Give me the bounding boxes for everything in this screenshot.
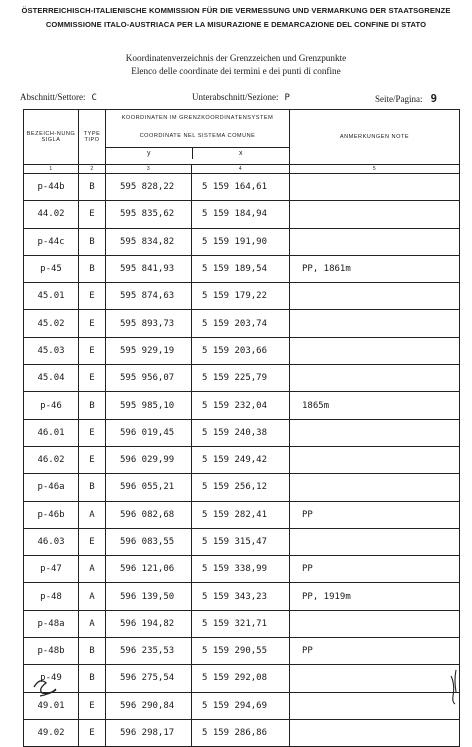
y-coordinate-cell: 596 194,82 — [106, 610, 192, 637]
x-coordinate-cell: 5 159 184,94 — [192, 201, 290, 228]
table-row — [24, 392, 460, 419]
table-row — [24, 692, 460, 719]
designation-cell: 45.02 — [24, 310, 79, 337]
x-coordinate-cell: 5 159 203,74 — [192, 310, 290, 337]
page-field — [375, 92, 437, 105]
table-row — [24, 610, 460, 637]
x-coordinate-cell: 5 159 294,69 — [192, 692, 290, 719]
note-cell — [290, 665, 460, 692]
table-row — [24, 419, 460, 446]
section-value: C — [91, 93, 97, 103]
x-coordinate-cell: 5 159 179,22 — [192, 283, 290, 310]
note-cell — [290, 228, 460, 255]
designation-cell: p-48b — [24, 638, 79, 665]
type-cell: A — [79, 583, 106, 610]
type-cell: E — [79, 337, 106, 364]
designation-cell: 44.02 — [24, 201, 79, 228]
table-row — [24, 365, 460, 392]
y-coordinate-cell: 596 082,68 — [106, 501, 192, 528]
designation-cell: p-47 — [24, 556, 79, 583]
table-row — [24, 310, 460, 337]
column-number: 1 — [24, 165, 79, 174]
table-row — [24, 556, 460, 583]
designation-cell: p-44b — [24, 174, 79, 201]
type-cell: B — [79, 255, 106, 282]
x-coordinate-cell: 5 159 315,47 — [192, 528, 290, 555]
note-cell — [290, 610, 460, 637]
x-coordinate-cell: 5 159 240,38 — [192, 419, 290, 446]
x-coordinate-cell: 5 159 286,86 — [192, 719, 290, 746]
designation-cell: p-46a — [24, 474, 79, 501]
table-body — [24, 174, 460, 747]
table-row — [24, 174, 460, 201]
header-notes: ANMERKUNGEN NOTE — [290, 110, 460, 165]
type-cell: B — [79, 392, 106, 419]
header-coordinates — [106, 110, 290, 165]
note-cell — [290, 337, 460, 364]
y-coordinate-cell: 596 121,06 — [106, 556, 192, 583]
x-coordinate-cell: 5 159 189,54 — [192, 255, 290, 282]
y-coordinate-cell: 596 275,54 — [106, 665, 192, 692]
header-coordinates-italian: COORDINATE NEL SISTEMA COMUNE — [139, 133, 256, 139]
type-cell: E — [79, 528, 106, 555]
x-coordinate-cell: 5 159 249,42 — [192, 446, 290, 473]
document-subtitle-german: Koordinatenverzeichnis der Grenzzeichen und Grenzpunkte — [125, 53, 347, 63]
note-cell: PP — [290, 556, 460, 583]
header-y: y — [106, 148, 193, 159]
subsection-field — [192, 92, 290, 103]
note-cell: PP, 1919m — [290, 583, 460, 610]
table-row — [24, 501, 460, 528]
note-cell — [290, 474, 460, 501]
table-row — [24, 337, 460, 364]
type-cell: E — [79, 692, 106, 719]
type-cell: A — [79, 556, 106, 583]
type-cell: E — [79, 310, 106, 337]
y-coordinate-cell: 595 874,63 — [106, 283, 192, 310]
column-number: 2 — [79, 165, 106, 174]
column-number: 4 — [192, 165, 290, 174]
type-cell: E — [79, 419, 106, 446]
table-row — [24, 719, 460, 746]
type-cell: B — [79, 228, 106, 255]
y-coordinate-cell: 595 985,10 — [106, 392, 192, 419]
y-coordinate-cell: 595 841,93 — [106, 255, 192, 282]
y-coordinate-cell: 596 029,99 — [106, 446, 192, 473]
type-cell: A — [79, 610, 106, 637]
type-cell: E — [79, 365, 106, 392]
designation-cell: p-49 — [24, 665, 79, 692]
x-coordinate-cell: 5 159 232,04 — [192, 392, 290, 419]
designation-cell: 45.03 — [24, 337, 79, 364]
column-number: 5 — [290, 165, 460, 174]
section-label: Abschnitt/Settore: — [20, 92, 86, 102]
designation-cell: p-46 — [24, 392, 79, 419]
page-label: Seite/Pagina: — [375, 94, 423, 104]
note-cell: PP, 1861m — [290, 255, 460, 282]
header-coordinates-german: KOORDINATEN IM GRENZKOORDINATENSYSTEM — [121, 115, 274, 121]
y-coordinate-cell: 595 956,07 — [106, 365, 192, 392]
type-cell: B — [79, 474, 106, 501]
document-subtitle-italian: Elenco delle coordinate dei termini e dei punti di confine — [131, 66, 341, 76]
y-coordinate-cell: 595 929,19 — [106, 337, 192, 364]
subsection-value: P — [284, 93, 290, 103]
designation-cell: 45.01 — [24, 283, 79, 310]
note-cell: PP — [290, 638, 460, 665]
header-designation: BEZEICH-NUNG SIGLA — [24, 110, 79, 165]
note-cell — [290, 719, 460, 746]
x-coordinate-cell: 5 159 282,41 — [192, 501, 290, 528]
note-cell: 1865m — [290, 392, 460, 419]
table-row — [24, 283, 460, 310]
note-cell — [290, 201, 460, 228]
note-cell — [290, 692, 460, 719]
table-row — [24, 638, 460, 665]
x-coordinate-cell: 5 159 203,66 — [192, 337, 290, 364]
designation-cell: 45.04 — [24, 365, 79, 392]
type-cell: E — [79, 201, 106, 228]
y-coordinate-cell: 595 828,22 — [106, 174, 192, 201]
type-cell: B — [79, 638, 106, 665]
x-coordinate-cell: 5 159 321,71 — [192, 610, 290, 637]
x-coordinate-cell: 5 159 292,08 — [192, 665, 290, 692]
designation-cell: 49.01 — [24, 692, 79, 719]
table-row — [24, 665, 460, 692]
type-cell: B — [79, 665, 106, 692]
y-coordinate-cell: 596 139,50 — [106, 583, 192, 610]
y-coordinate-cell: 596 290,84 — [106, 692, 192, 719]
y-coordinate-cell: 596 083,55 — [106, 528, 192, 555]
type-cell: E — [79, 283, 106, 310]
subsection-label: Unterabschnitt/Sezione: — [192, 92, 279, 102]
note-cell — [290, 310, 460, 337]
designation-cell: p-48a — [24, 610, 79, 637]
y-coordinate-cell: 595 835,62 — [106, 201, 192, 228]
type-cell: E — [79, 446, 106, 473]
designation-cell: 46.01 — [24, 419, 79, 446]
note-cell: PP — [290, 501, 460, 528]
y-coordinate-cell: 595 834,82 — [106, 228, 192, 255]
note-cell — [290, 419, 460, 446]
designation-cell: p-48 — [24, 583, 79, 610]
type-cell: B — [79, 174, 106, 201]
x-coordinate-cell: 5 159 290,55 — [192, 638, 290, 665]
y-coordinate-cell: 595 893,73 — [106, 310, 192, 337]
designation-cell: 46.03 — [24, 528, 79, 555]
section-field — [20, 92, 97, 103]
designation-cell: p-46b — [24, 501, 79, 528]
table-row — [24, 528, 460, 555]
page-number: 9 — [430, 92, 438, 105]
commission-title-italian: COMMISSIONE ITALO-AUSTRIACA PER LA MISURAZIONE E DEMARCAZIONE DEL CONFINE DI STATO — [45, 20, 427, 29]
header-x: x — [239, 150, 243, 157]
x-coordinate-cell: 5 159 225,79 — [192, 365, 290, 392]
x-coordinate-cell: 5 159 343,23 — [192, 583, 290, 610]
coordinates-table — [23, 109, 460, 747]
note-cell — [290, 283, 460, 310]
designation-cell: p-44c — [24, 228, 79, 255]
table-row — [24, 474, 460, 501]
header-type: TYPE TIPO — [79, 110, 106, 165]
x-coordinate-cell: 5 159 191,90 — [192, 228, 290, 255]
column-number: 3 — [106, 165, 192, 174]
y-coordinate-cell: 596 298,17 — [106, 719, 192, 746]
x-coordinate-cell: 5 159 338,99 — [192, 556, 290, 583]
x-coordinate-cell: 5 159 256,12 — [192, 474, 290, 501]
table-row — [24, 201, 460, 228]
type-cell: A — [79, 501, 106, 528]
designation-cell: 49.02 — [24, 719, 79, 746]
table-row — [24, 446, 460, 473]
designation-cell: p-45 — [24, 255, 79, 282]
table-row — [24, 583, 460, 610]
commission-title-german: ÖSTERREICHISCH-ITALIENISCHE KOMMISSION FÜR DIE VERMESSUNG UND VERMARKUNG DER STAATSGRENZE — [21, 6, 451, 15]
y-coordinate-cell: 596 019,45 — [106, 419, 192, 446]
table-row — [24, 228, 460, 255]
note-cell — [290, 446, 460, 473]
x-coordinate-cell: 5 159 164,61 — [192, 174, 290, 201]
note-cell — [290, 528, 460, 555]
note-cell — [290, 174, 460, 201]
y-coordinate-cell: 596 235,53 — [106, 638, 192, 665]
type-cell: E — [79, 719, 106, 746]
table-row — [24, 255, 460, 282]
designation-cell: 46.02 — [24, 446, 79, 473]
note-cell — [290, 365, 460, 392]
y-coordinate-cell: 596 055,21 — [106, 474, 192, 501]
